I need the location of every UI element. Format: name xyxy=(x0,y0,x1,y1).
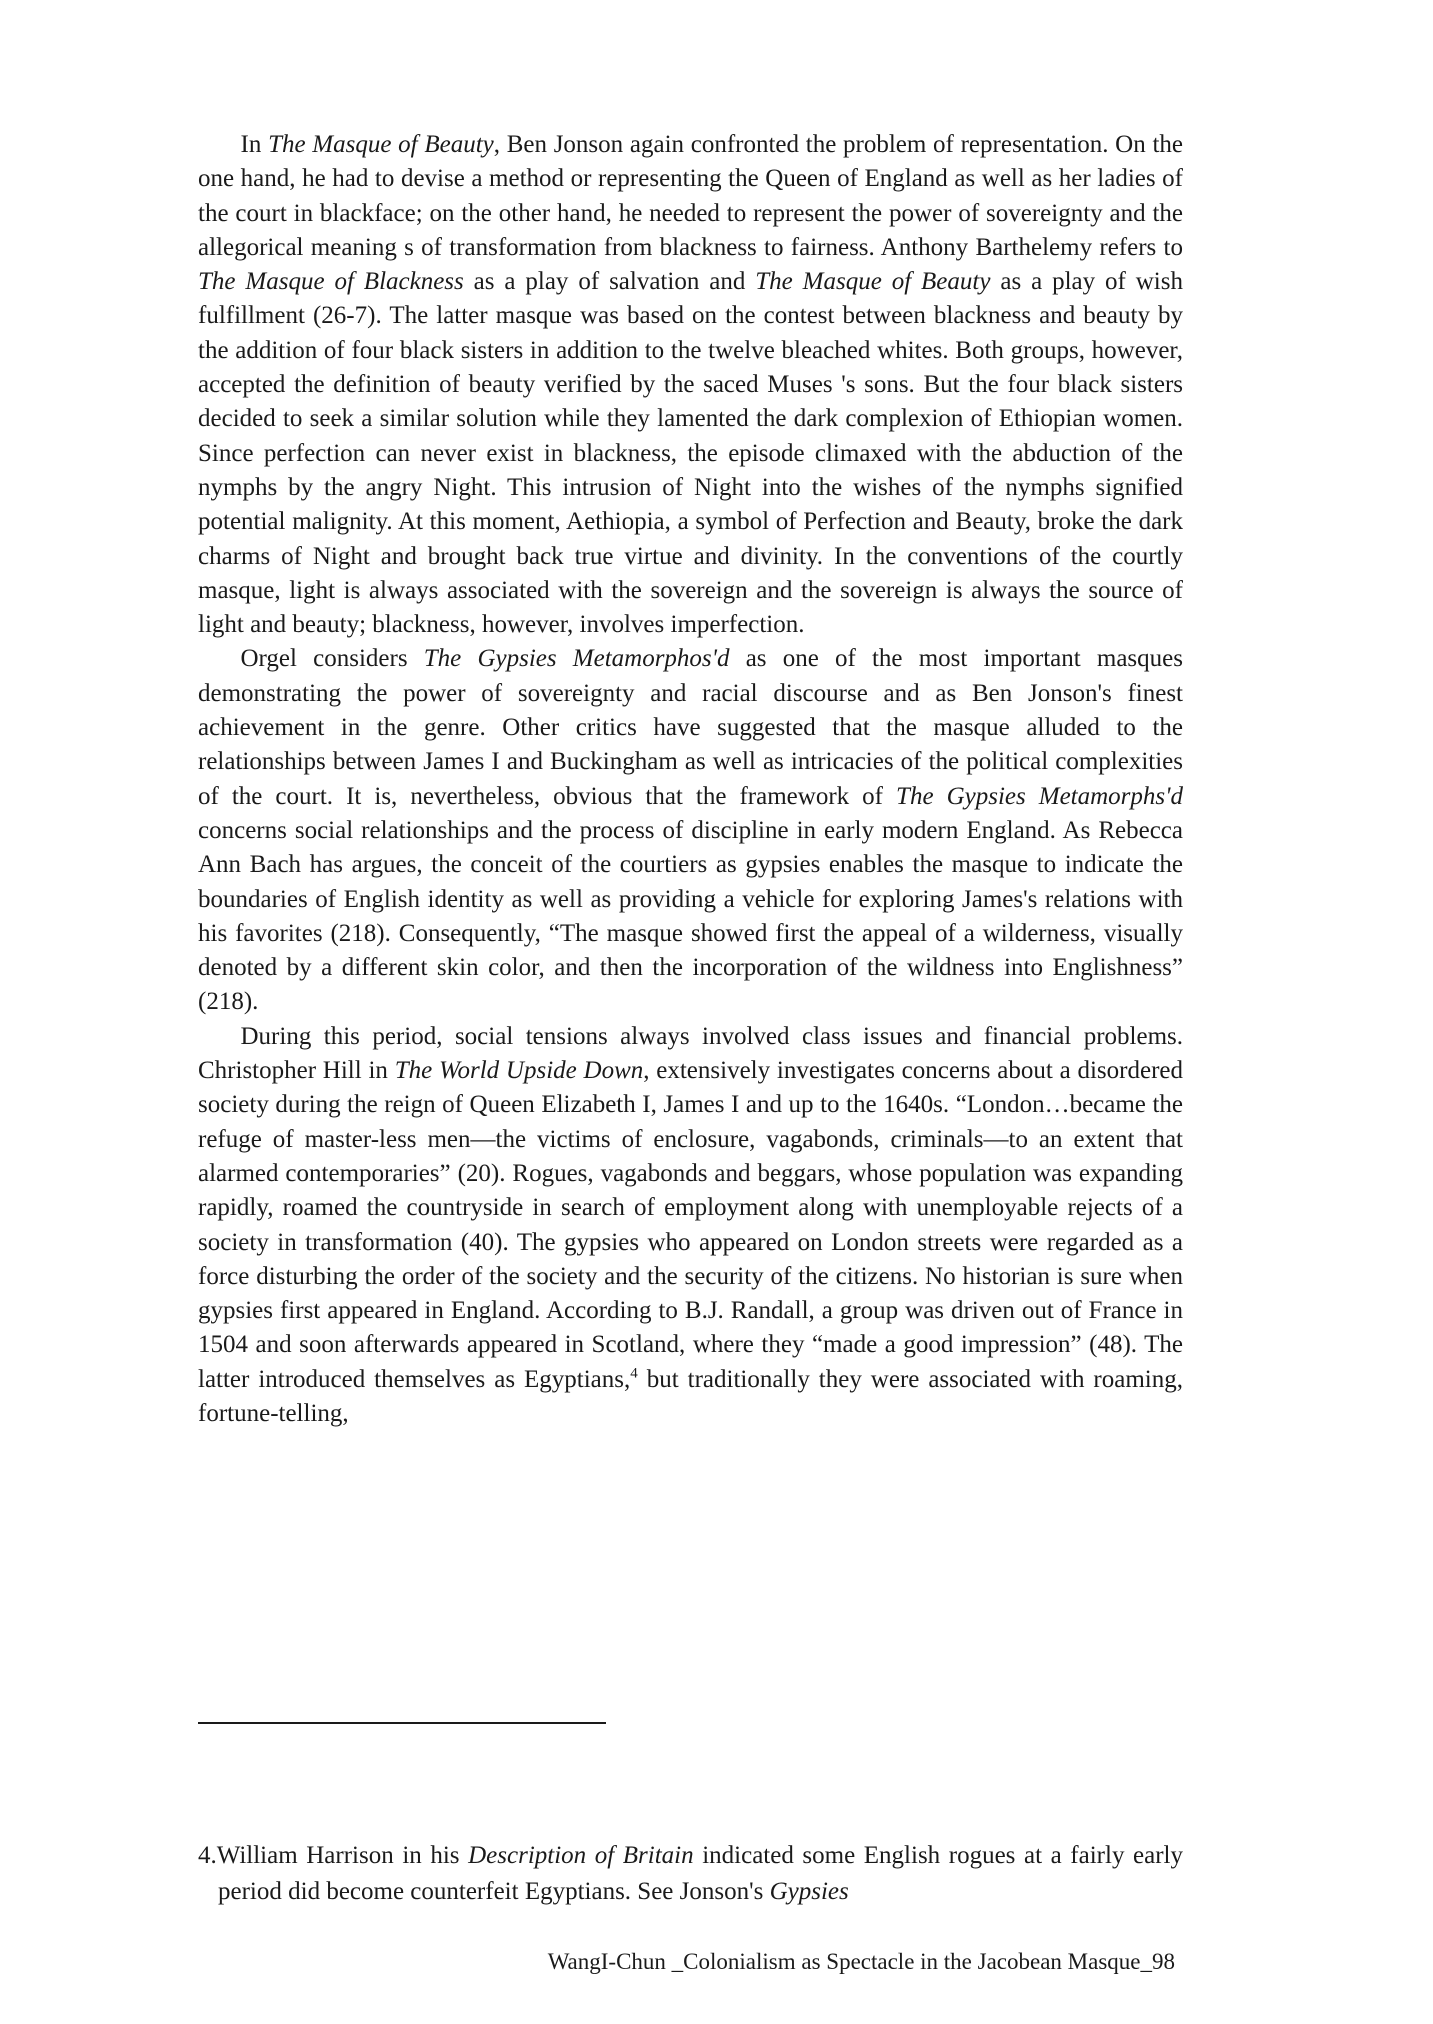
italic-title: The World Upside Down xyxy=(394,1057,644,1085)
paragraph-2 xyxy=(198,642,1183,1019)
italic-title: The Gypsies Metamorphs'd xyxy=(896,782,1183,810)
italic-title: Description of Britain xyxy=(468,1842,694,1869)
text-run: , Ben Jonson again confronted the problem of representation. On the one hand, he had to devise a method or representing the Queen of England as well as her ladies of the court in blackface; on the other hand, he needed to represent the power of sovereignty and the allegorical meaning s of transformation from blackness to fairness. Anthony Barthelemy refers to xyxy=(198,131,1183,261)
running-footer: WangI-Chun _Colonialism as Spectacle in the Jacobean Masque_98 xyxy=(547,1949,1175,1974)
paragraph-3 xyxy=(198,1020,1183,1432)
text-run: as a play of wish fulfillment (26-7). The latter masque was based on the contest between blackness and beauty by the addition of four black sisters in addition to the twelve bleached whites. Both groups, however, accepted the definition of beauty verified by the saced Muses 's sons. But the four black sisters decided to seek a similar solution while they lamented the dark complexion of Ethiopian women. Since perfection can never exist in blackness, the episode climaxed with the abduction of the nymphs by the angry Night. This intrusion of Night into the wishes of the nymphs signified potential malignity. At this moment, Aethiopia, a symbol of Perfection and Beauty, broke the dark charms of Night and brought back true virtue and divinity. In the conventions of the courtly masque, light is always associated with the sovereign and the sovereign is always the source of light and beauty; blackness, however, involves imperfection. xyxy=(198,268,1183,639)
italic-title: The Masque of Beauty xyxy=(268,131,494,158)
text-run: , extensively investigates concerns about a disordered society during the reign of Queen Elizabeth I, James I and up to the 1640s. “London…became the refuge of master-less men—the victims of enclosure, vagabonds, criminals—to an extent that alarmed contemporaries” (20). Rogues, vagabonds and beggars, whose population was expanding rapidly, roamed the countryside in search of employment along with unemployable rejects of a society in transformation (40). The gypsies who appeared on London streets were regarded as a force disturbing the order of the society and the security of the citizens. No historian is sure when gypsies first appeared in England. According to B.J. Randall, a group was driven out of France in 1504 and soon afterwards appeared in Scotland, where they “made a good impression” (48). The latter introduced themselves as Egyptians, xyxy=(198,1057,1183,1393)
text-run: Orgel considers xyxy=(240,645,424,673)
text-run: as a play of salvation and xyxy=(463,268,756,296)
italic-title: The Masque of Beauty xyxy=(755,268,991,296)
footnote-separator xyxy=(198,1722,606,1724)
footnote-4 xyxy=(198,1838,1183,1910)
italic-title: The Gypsies Metamorphos'd xyxy=(423,645,730,673)
italic-title: Gypsies xyxy=(769,1878,849,1905)
text-run: During this period, social tensions always involved class issues and financial problems. Christopher Hill in xyxy=(198,1022,1183,1085)
text-run: 4.William Harrison in his xyxy=(198,1842,469,1869)
body-text xyxy=(198,128,1183,1431)
text-run: as one of the most important masques demonstrating the power of sovereignty and racial discourse and as Ben Jonson's finest achievement in the genre. Other critics have suggested that the masque alluded to the relationships between James I and Buckingham as well as intricacies of the political complexities of the court. It is, nevertheless, obvious that the framework of xyxy=(198,645,1183,810)
italic-title: The Masque of Blackness xyxy=(198,268,464,296)
text-run: indicated some English rogues at a fairly early period did become counterfeit Egyptians. See Jonson's xyxy=(218,1842,1183,1905)
footnote-marker: 4 xyxy=(630,1365,638,1382)
paragraph-1 xyxy=(198,128,1183,642)
text-run: concerns social relationships and the process of discipline in early modern England. As Rebecca Ann Bach has argues, the conceit of the courtiers as gypsies enables the masque to indicate the boundaries of English identity as well as providing a vehicle for exploring James's relations with his favorites (218). Consequently, “The masque showed first the appeal of a wilderness, visually denoted by a different skin color, and then the incorporation of the wildness into Englishness” (218). xyxy=(198,816,1183,1016)
text-run: but traditionally they were associated with roaming, fortune-telling, xyxy=(198,1365,1183,1427)
text-run: In xyxy=(240,131,269,158)
